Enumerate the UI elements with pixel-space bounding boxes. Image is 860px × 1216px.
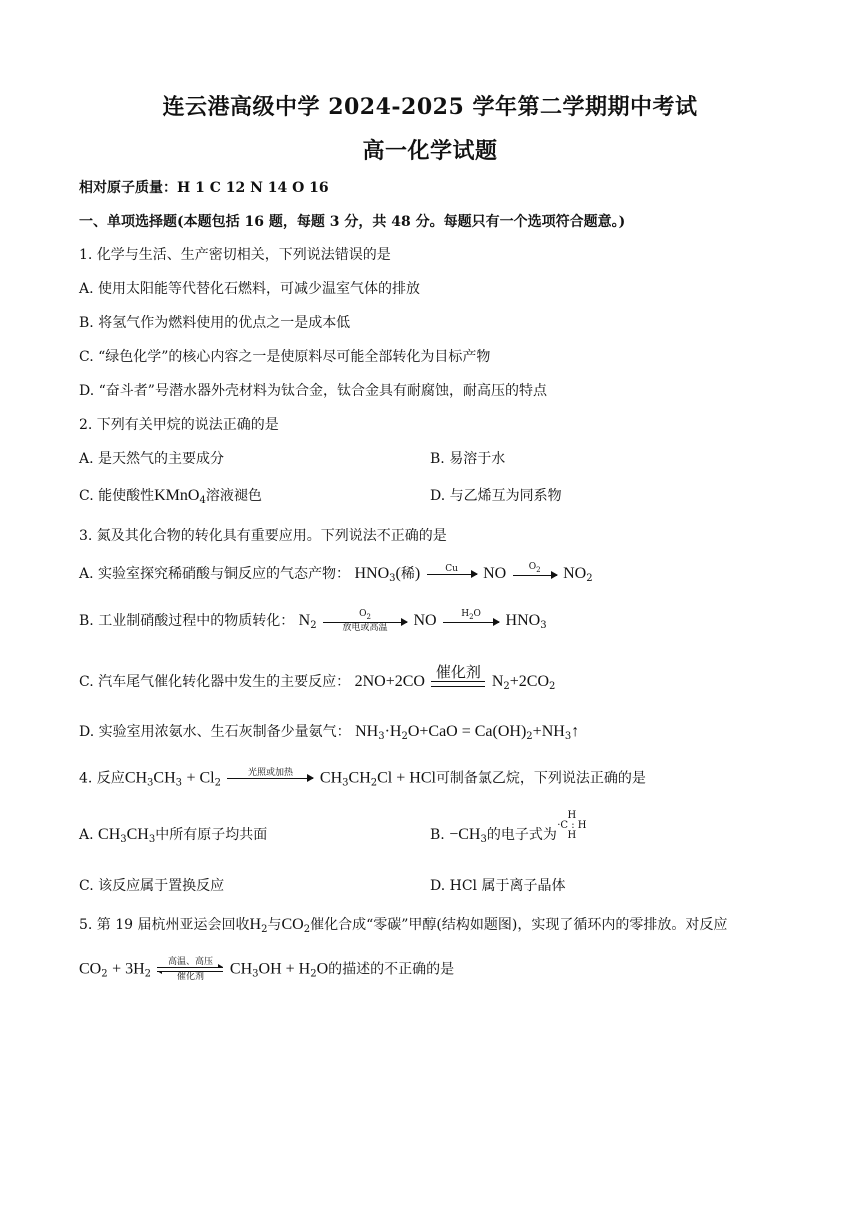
q3-c-catalyst-equals: 催化剂 <box>431 663 485 701</box>
q3-a-mid: NO <box>483 565 507 582</box>
q3-c-left: 2NO+2CO <box>354 673 425 690</box>
q5-equation: $CO_2 + 3H_2$ 高温、高压 催化剂 $CH_3OH + H_2O$的描述的不正确的是 <box>79 957 455 982</box>
q3-stem: 3. 氮及其化合物的转化具有重要应用。下列说法不正确的是 <box>79 528 447 544</box>
section-heading: 一、单项选择题(本题包括 16 题，每题 3 分，共 48 分。每题只有一个选项符合题意。) <box>79 214 626 230</box>
q4-option-c: C. 该反应属于置换反应 <box>79 878 225 894</box>
q3-d-text: D. 实验室用浓氨水、生石灰制备少量氨气： <box>79 724 351 740</box>
reversible-arrow: 高温、高压 催化剂 <box>157 957 223 982</box>
q3-option-b: B. 工业制硝酸过程中的物质转化： $N_2$ $O_2$ 放电或高温 NO $H_2O$ $HNO_3$ <box>79 609 547 633</box>
q3-b-arrow-1: $O_2$ 放电或高温 <box>323 609 407 633</box>
atomic-mass-line: 相对原子质量：H 1 C 12 N 14 O 16 <box>79 180 329 196</box>
q3-b-text: B. 工业制硝酸过程中的物质转化： <box>79 613 295 629</box>
q1-option-c: C. “绿色化学”的核心内容之一是使原料尽可能全部转化为目标产物 <box>79 349 491 365</box>
q2-option-d: D. 与乙烯互为同系物 <box>430 488 562 504</box>
q3-option-a: A. 实验室探究稀硝酸与铜反应的气态产物： $HNO_3$(稀) Cu NO $O_2$ $NO_2$ <box>79 562 593 584</box>
q3-a-arrow-2: $O_2$ <box>513 562 557 586</box>
q3-c-text: C. 汽车尾气催化转化器中发生的主要反应： <box>79 674 351 690</box>
q1-option-b: B. 将氢气作为燃料使用的优点之一是成本低 <box>79 315 351 331</box>
q3-b-arrow-2: $H_2O$ <box>443 609 499 633</box>
q2-stem: 2. 下列有关甲烷的说法正确的是 <box>79 417 279 433</box>
q3-a-dilute: 稀 <box>400 566 415 582</box>
subject-title: 高一化学试题 <box>362 138 498 164</box>
q4-option-b: B. $-CH_3$的电子式为 H ·C : H H <box>430 810 587 845</box>
school-title: 连云港高级中学 2024-2025 学年第二学期期中考试 <box>162 94 698 120</box>
q3-a-text: A. 实验室探究稀硝酸与铜反应的气态产物： <box>79 566 351 582</box>
q2-c-sub: 4 <box>199 495 206 506</box>
q4-arrow: 光照或加热 <box>227 768 313 789</box>
q3-c-right-co2: +2CO <box>509 673 550 690</box>
q1-option-d: D. “奋斗者”号潜水器外壳材料为钛合金，钛合金具有耐腐蚀，耐高压的特点 <box>79 383 547 399</box>
q3-a-arrow-1: Cu <box>427 564 477 585</box>
q4-stem: 4. 反应$CH_3CH_3 + Cl_2$ 光照或加热 $CH_3CH_2Cl$ + HCl可制备氯乙烷，下列说法正确的是 <box>79 768 646 789</box>
q2-option-a: A. 是天然气的主要成分 <box>79 451 225 467</box>
q5-stem: 5. 第 19 届杭州亚运会回收$H_2$与$CO_2$催化合成“零碳”甲醇(结构如题图)，实现了循环内的零排放。对反应 <box>79 916 728 935</box>
q3-b-n2: N <box>298 612 311 629</box>
q1-stem: 1. 化学与生活、生产密切相关，下列说法错误的是 <box>79 247 391 263</box>
q3-b-product: HNO <box>505 612 541 629</box>
q2-option-c <box>79 486 262 511</box>
q3-a-reactant: HNO <box>354 565 390 582</box>
q2-option-b: B. 易溶于水 <box>430 451 506 467</box>
q3-option-c: C. 汽车尾气催化转化器中发生的主要反应： 2NO+2CO 催化剂 $N_2+2CO_2$ <box>79 663 555 701</box>
q1-option-a: A. 使用太阳能等代替化石燃料，可减少温室气体的排放 <box>79 281 421 297</box>
q3-b-mid: NO <box>413 612 437 629</box>
q4-option-a: A. $CH_3CH_3$中所有原子均共面 <box>79 826 268 845</box>
methyl-lewis-structure: H ·C : H H <box>557 810 587 841</box>
q2-c-suffix: 溶液褪色 <box>205 488 262 504</box>
q3-a-product: NO <box>563 565 587 582</box>
q2-c-formula: KMnO <box>154 487 200 504</box>
q2-c-prefix: C. 能使酸性 <box>79 488 155 504</box>
q3-option-d: D. 实验室用浓氨水、生石灰制备少量氨气： $NH_3\cdot H_2O+CaO$ = $Ca(OH)_2+NH_3↑$ <box>79 723 580 742</box>
q4-option-d: D. HCl 属于离子晶体 <box>430 878 566 894</box>
q3-c-right-n2: N <box>491 673 504 690</box>
